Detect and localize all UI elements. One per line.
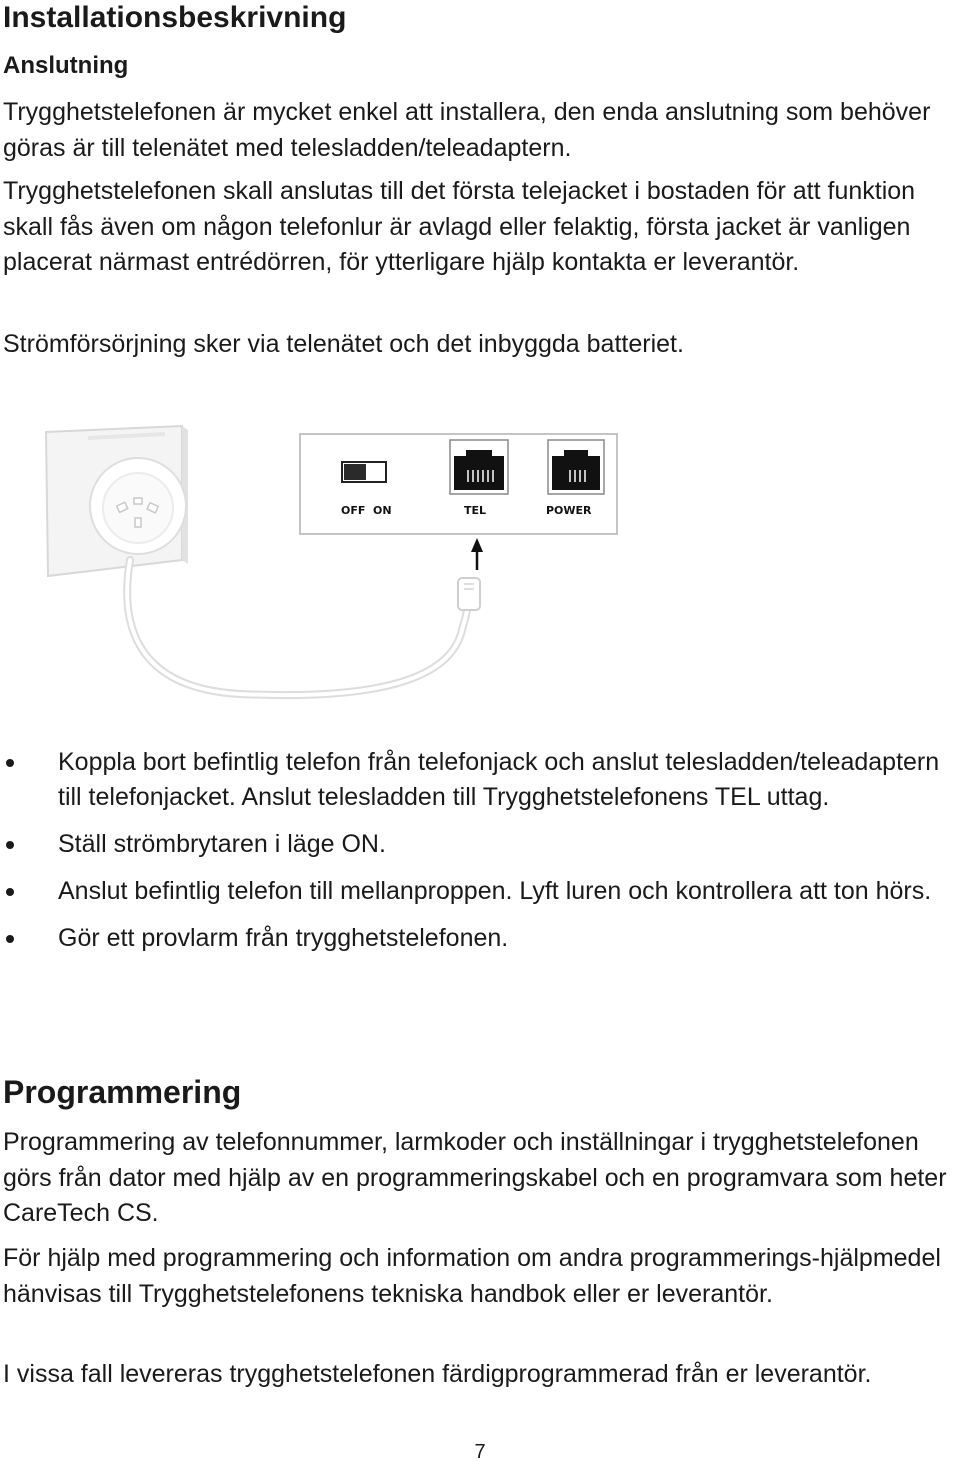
section-title-anslutning: Anslutning bbox=[3, 52, 129, 79]
list-item-text: Ställ strömbrytaren i läge ON. bbox=[58, 830, 386, 858]
list-item bbox=[0, 745, 958, 815]
list-item bbox=[0, 874, 958, 909]
page-number: 7 bbox=[474, 1441, 486, 1463]
power-switch-icon bbox=[342, 462, 386, 482]
installation-diagram bbox=[40, 420, 630, 710]
device-rear-panel bbox=[300, 434, 617, 534]
power-jack-icon bbox=[548, 440, 604, 494]
list-item bbox=[0, 827, 958, 862]
wall-socket-illustration bbox=[46, 426, 188, 576]
paragraph-power-supply: Strömförsörjning sker via telenätet och det inbyggda batteriet. bbox=[3, 330, 684, 358]
list-item-text: Anslut befintlig telefon till mellanproppen. Lyft luren och kontrollera att ton hörs. bbox=[58, 877, 932, 905]
instruction-list bbox=[0, 745, 958, 968]
paragraph-programming-help: För hjälp med programmering och information om andra programmerings-hjälpmedel hänvisas till Trygghetstelefonens tekniska handbok eller er leverantör. bbox=[3, 1244, 941, 1308]
bullet-icon bbox=[6, 759, 14, 767]
switch-label: OFF ON bbox=[341, 504, 392, 517]
bullet-icon bbox=[6, 935, 14, 943]
page-title: Installationsbeskrivning bbox=[3, 1, 347, 34]
paragraph-first-jack: Trygghetstelefonen skall anslutas till det första telejacket i bostaden för att funktion skall fås även om någon telefonlur är avlagd eller felaktig, första jacket är vanligen placerat närmast entrédörren, för ytterligare hjälp kontakta er leverantör. bbox=[3, 177, 916, 276]
bullet-icon bbox=[6, 841, 14, 849]
list-item-text: Koppla bort befintlig telefon från telefonjack och anslut telesladden/teleadaptern till telefonjacket. Anslut telesladden till Trygghetstelefonens TEL uttag. bbox=[58, 748, 940, 811]
paragraph-intro: Trygghetstelefonen är mycket enkel att installera, den enda anslutning som behöver göras är till telenätet med telesladden/teleadaptern. bbox=[3, 98, 931, 162]
list-item-text: Gör ett provlarm från trygghetstelefonen. bbox=[58, 924, 509, 952]
arrow-up-icon bbox=[471, 538, 483, 570]
tel-label: TEL bbox=[464, 504, 487, 517]
section-title-programmering: Programmering bbox=[3, 1074, 242, 1110]
power-label: POWER bbox=[546, 504, 592, 517]
tel-jack-icon bbox=[450, 440, 508, 494]
rj-plug-icon bbox=[458, 578, 480, 610]
bullet-icon bbox=[6, 888, 14, 896]
list-item bbox=[0, 921, 958, 956]
paragraph-preprogrammed: I vissa fall levereras trygghetstelefonen färdigprogrammerad från er leverantör. bbox=[3, 1360, 872, 1388]
paragraph-programming-intro: Programmering av telefonnummer, larmkoder och inställningar i trygghetstelefonen görs från dator med hjälp av en programmeringskabel och en programvara som heter CareTech CS. bbox=[3, 1128, 947, 1227]
